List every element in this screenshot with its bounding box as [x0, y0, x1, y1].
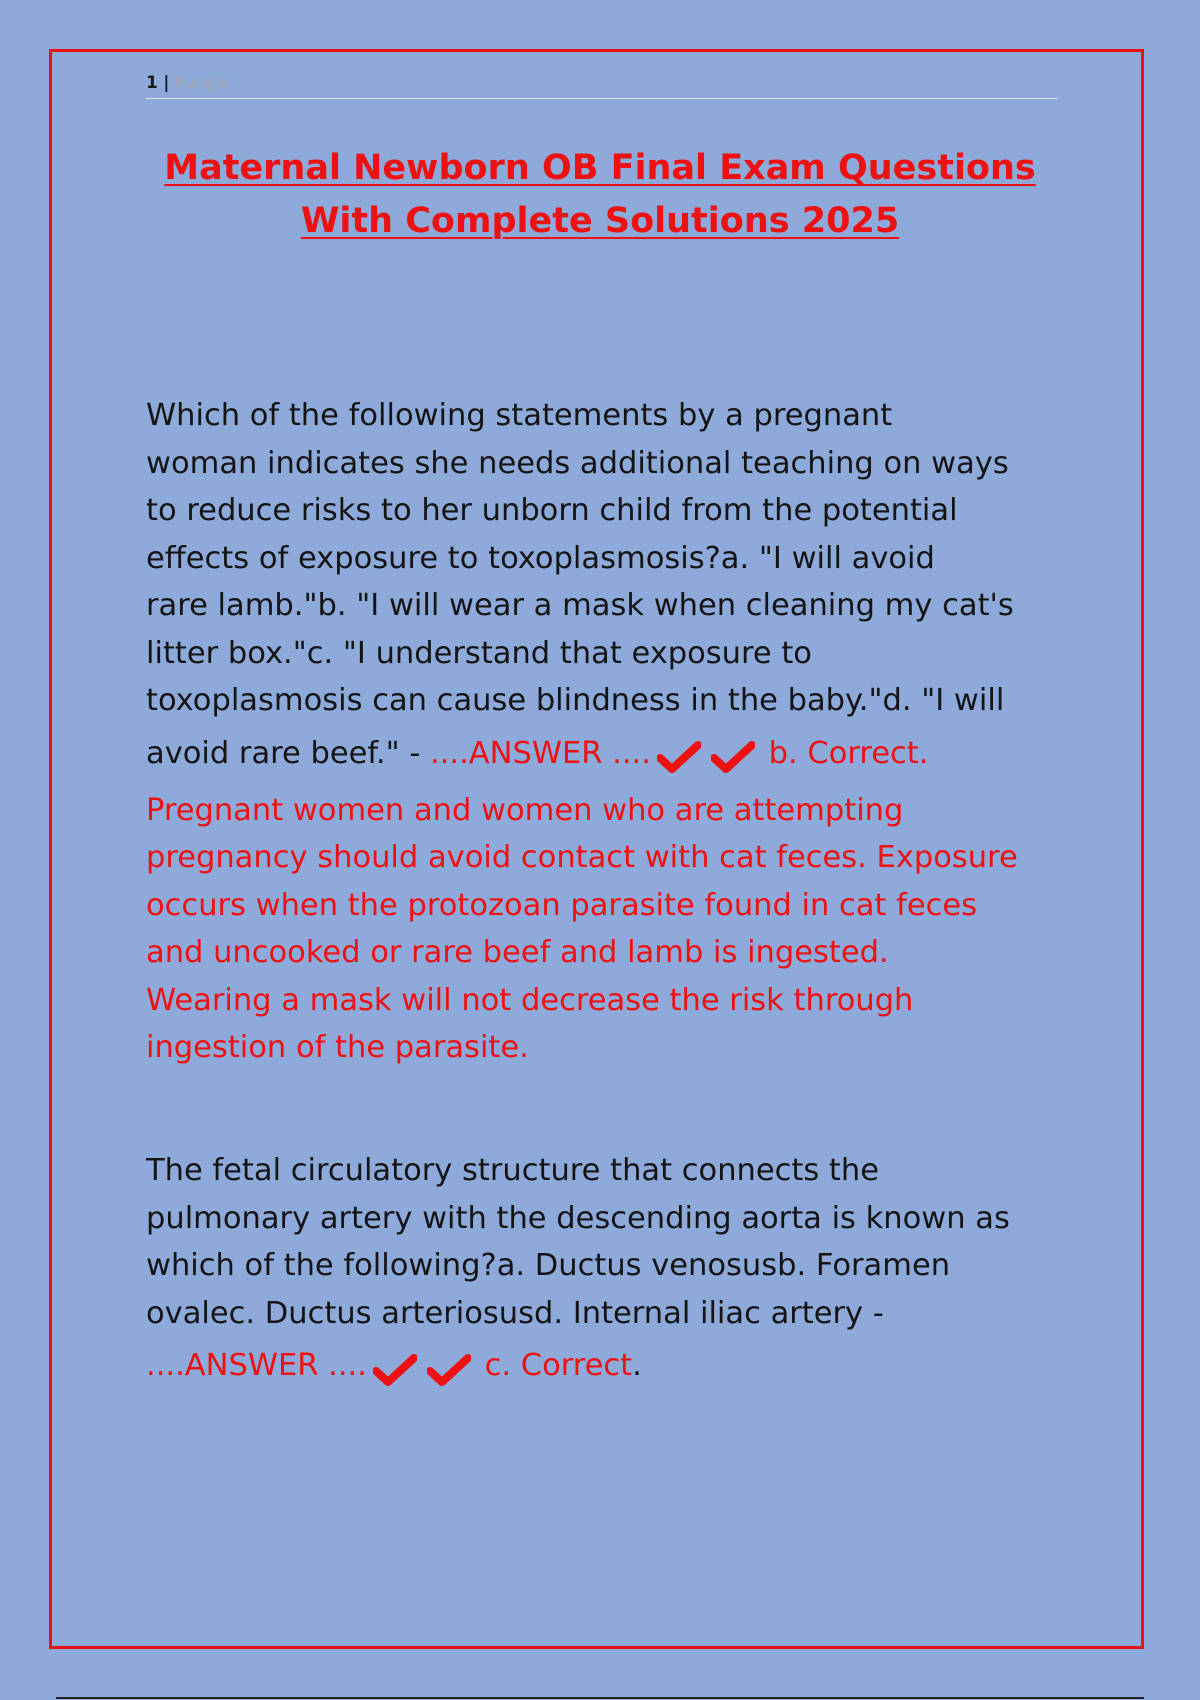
title-line-2: With Complete Solutions 2025 [300, 201, 900, 241]
checkmark-icon [711, 741, 755, 775]
checkmark-icon [657, 741, 701, 775]
answer-checks [657, 729, 755, 787]
explanation-line: ingestion of the parasite. [146, 1030, 529, 1065]
title-line-1: Maternal Newborn OB Final Exam Questions [164, 148, 1036, 188]
question-1-line: Which of the following statements by a pregnant [146, 398, 893, 433]
checkmark-icon [373, 1354, 417, 1388]
bottom-rule [56, 1697, 1144, 1699]
page-word: Page [174, 73, 234, 92]
question-1-last-text: avoid rare beef." - [146, 735, 431, 771]
question-2 [146, 1147, 1058, 1399]
question-2-answer-line [146, 1337, 1058, 1399]
answer-value: c. Correct [484, 1348, 633, 1383]
page-separator: | [163, 73, 170, 93]
answer-label: ....ANSWER .... [146, 1348, 367, 1383]
page-number: 1 [146, 73, 158, 93]
document-title [100, 142, 1100, 248]
question-1 [146, 392, 1058, 1072]
explanation-line: Wearing a mask will not decrease the risk through [146, 982, 914, 1018]
trailing-period: . [632, 1348, 642, 1383]
page-header [146, 72, 1058, 99]
question-1-answer-line [146, 725, 1058, 787]
question-1-line: toxoplasmosis can cause blindness in the baby."d. "I will [146, 683, 1005, 718]
answer-label: ....ANSWER .... [430, 735, 651, 771]
question-1-line: litter box."c. "I understand that exposure to [146, 635, 812, 671]
answer-checks [373, 1341, 471, 1399]
explanation-line: pregnancy should avoid contact with cat feces. Exposure [146, 840, 1018, 875]
question-1-line: woman indicates she needs additional teaching on ways [146, 445, 1009, 481]
question-2-line: ovalec. Ductus arteriosusd. Internal iliac artery - [146, 1295, 884, 1331]
question-1-line: rare lamb."b. "I will wear a mask when cleaning my cat's [146, 588, 1014, 623]
question-1-line: to reduce risks to her unborn child from the potential [146, 493, 958, 528]
question-2-line: pulmonary artery with the descending aorta is known as [146, 1200, 1010, 1236]
explanation-line: occurs when the protozoan parasite found in cat feces [146, 887, 978, 923]
question-2-line: The fetal circulatory structure that connects the [146, 1153, 879, 1188]
explanation-line: Pregnant women and women who are attempting [146, 792, 904, 828]
explanation-line: and uncooked or rare beef and lamb is ingested. [146, 935, 889, 970]
question-2-line: which of the following?a. Ductus venosusb. Foramen [146, 1248, 951, 1283]
answer-value: b. Correct. [768, 735, 929, 771]
checkmark-icon [427, 1354, 471, 1388]
question-1-line: effects of exposure to toxoplasmosis?a. "I will avoid [146, 540, 935, 576]
